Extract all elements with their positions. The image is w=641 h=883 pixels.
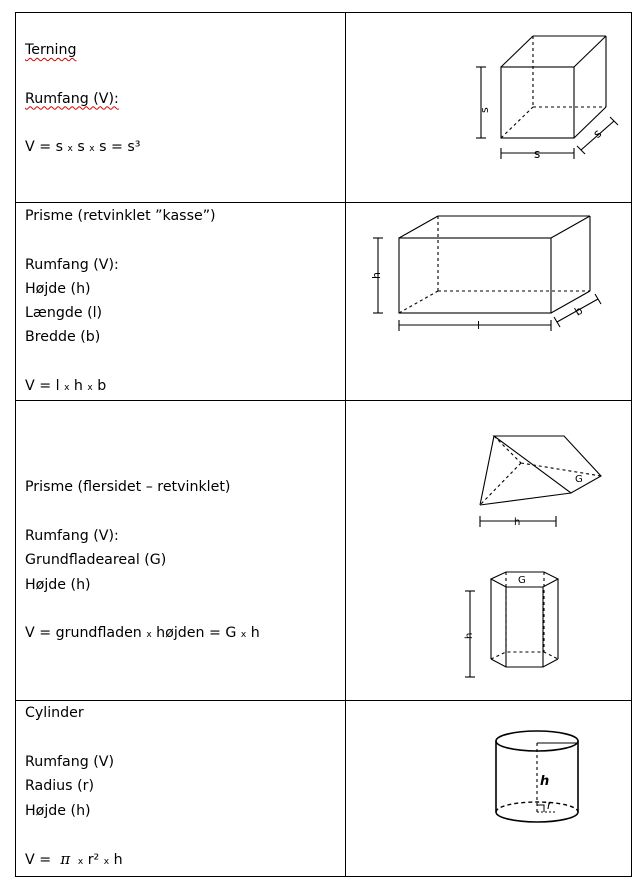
figure-cell-cylinder: [346, 701, 632, 877]
volume-formulas-table: [15, 12, 632, 877]
table-row-cube: [16, 13, 632, 203]
formula: V = π x r² x h: [25, 850, 123, 869]
cube-figure-icon: [346, 13, 632, 203]
variable-item: Højde (h): [25, 576, 91, 593]
text-cell-box-prism: [16, 203, 346, 401]
variable-item: Radius (r): [25, 778, 94, 795]
svg-text:s: s: [534, 147, 541, 161]
box-prism-figure-icon: [346, 203, 632, 399]
text-cell-cylinder: [16, 701, 346, 877]
svg-text:s: s: [478, 107, 491, 113]
variable-item: Højde (h): [25, 280, 91, 297]
polygonal-prism-figure-icon: [346, 401, 632, 701]
svg-text:r: r: [547, 798, 552, 813]
volume-label: Rumfang (V): [25, 753, 115, 770]
svg-text:h: h: [540, 774, 550, 790]
volume-label: Rumfang (V):: [25, 90, 119, 107]
text-cell-polygonal-prism: [16, 401, 346, 701]
svg-text:l: l: [477, 319, 481, 332]
formula: V = s x s x s = s³: [25, 139, 141, 156]
svg-text:G: G: [575, 474, 583, 486]
formula: V = l x h x b: [25, 378, 107, 395]
table-row-polygonal-prism: [16, 401, 632, 701]
variable-item: Højde (h): [25, 802, 91, 819]
svg-text:h: h: [514, 517, 521, 529]
variable-item: Længde (l): [25, 305, 103, 322]
row-title: Prisme (retvinklet ”kasse”): [25, 208, 216, 224]
cylinder-figure-icon: [346, 701, 632, 877]
svg-text:h: h: [370, 272, 383, 279]
row-title: Prisme (flersidet – retvinklet): [25, 479, 231, 496]
volume-label: Rumfang (V):: [25, 527, 119, 544]
volume-label: Rumfang (V):: [25, 256, 119, 273]
row-title: Cylinder: [25, 705, 84, 722]
figure-cell-cube: [346, 13, 632, 203]
variable-item: Grundfladeareal (G): [25, 552, 167, 569]
svg-text:h: h: [464, 633, 475, 640]
text-cell-cube: [16, 13, 346, 203]
svg-text:G: G: [518, 575, 526, 587]
table-row-cylinder: [16, 701, 632, 877]
figure-cell-box-prism: [346, 203, 632, 401]
formula: V = grundfladen x højden = G x h: [25, 625, 260, 642]
svg-text:b: b: [572, 303, 585, 319]
figure-cell-polygonal-prism: [346, 401, 632, 701]
row-title: Terning: [25, 42, 77, 58]
table-row-box-prism: [16, 203, 632, 401]
variable-item: Bredde (b): [25, 329, 101, 346]
svg-text:s: s: [590, 126, 605, 141]
